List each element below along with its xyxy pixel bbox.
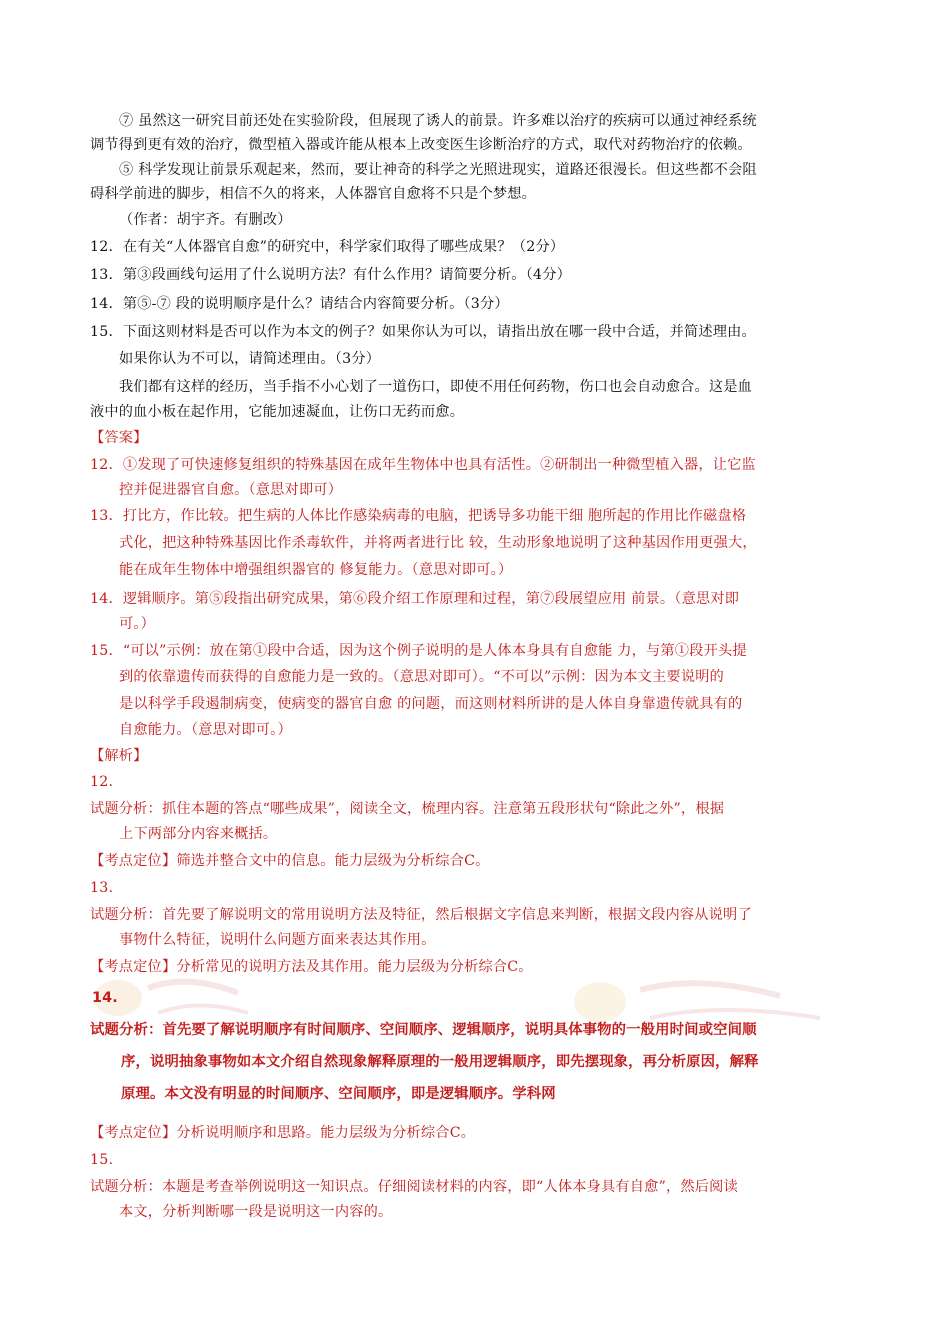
analysis-13-key-point: 【考点定位】分析常见的说明方法及其作用。能力层级为分析综合C。 bbox=[90, 959, 533, 975]
article-paragraph-7-line-1: ⑦ 虽然这一研究目前还处在实验阶段，但展现了诱人的前景。许多难以治疗的疾病可以通过神经系统 bbox=[119, 113, 757, 129]
question-13: 13．第③段画线句运用了什么说明方法？有什么作用？请简要分析。（4分） bbox=[90, 267, 571, 283]
article-paragraph-7-line-2: 调节得到更有效的治疗，微型植入器或许能从根本上改变医生诊断治疗的方式，取代对药物治疗的依赖。 bbox=[90, 137, 752, 153]
material-line-1: 我们都有这样的经历，当手指不小心划了一道伤口，即使不用任何药物，伤口也会自动愈合。这是血 bbox=[119, 379, 753, 395]
article-author: （作者：胡宇齐。有删改） bbox=[119, 212, 292, 228]
answer-12-line-2: 控并促进器官自愈。（意思对即可） bbox=[119, 482, 343, 498]
analysis-14-line-3: 原理。本文没有明显的时间顺序、空间顺序，即是逻辑顺序。学科网 bbox=[121, 1086, 556, 1102]
analysis-14-line-1: 试题分析：首先要了解说明顺序有时间顺序、空间顺序、逻辑顺序，说明具体事物的一般用时间或空间顺 bbox=[90, 1022, 757, 1038]
article-paragraph-8-line-2: 碍科学前进的脚步，相信不久的将来，人体器官自愈将不只是个梦想。 bbox=[90, 186, 537, 202]
analysis-12-key-point: 【考点定位】筛选并整合文中的信息。能力层级为分析综合C。 bbox=[90, 853, 490, 869]
answer-13-line-3: 能在成年生物体中增强组织器官的 修复能力。（意思对即可。） bbox=[119, 562, 513, 578]
answer-13-line-2: 式化，把这种特殊基因比作杀毒软件，并将两者进行比 较，生动形象地说明了这种基因作用更强大， bbox=[119, 535, 757, 551]
material-line-2: 液中的血小板在起作用，它能加速凝血，让伤口无药而愈。 bbox=[90, 404, 465, 420]
answer-13-line-1: 13．打比方，作比较。把生病的人体比作感染病毒的电脑，把诱导多功能干细 胞所起的作用比作磁盘格 bbox=[90, 508, 747, 524]
answer-15-line-2: 到的依靠遗传而获得的自愈能力是一致的。（意思对即可）。“不可以”示例：因为本文主要说明的 bbox=[119, 669, 724, 685]
analysis-13-line-2: 事物什么特征，说明什么问题方面来表达其作用。 bbox=[119, 932, 436, 948]
analysis-12-line-1: 试题分析：抓住本题的答点“哪些成果”，阅读全文，梳理内容。注意第五段形状句“除此之外”，根据 bbox=[90, 801, 725, 817]
analysis-15-line-2: 本文，分析判断哪一段是说明这一内容的。 bbox=[119, 1204, 393, 1220]
answer-14-line-2: 可。） bbox=[119, 616, 156, 632]
question-12: 12．在有关“人体器官自愈”的研究中，科学家们取得了哪些成果？（2分） bbox=[90, 239, 565, 255]
question-14: 14．第⑤-⑦ 段的说明顺序是什么？请结合内容简要分析。（3分） bbox=[90, 296, 509, 312]
analysis-14-key-point: 【考点定位】分析说明顺序和思路。能力层级为分析综合C。 bbox=[90, 1125, 476, 1141]
analysis-14-line-2: 序，说明抽象事物如本文介绍自然现象解释原理的一般用逻辑顺序，即先摆现象，再分析原因，解释 bbox=[121, 1054, 759, 1070]
analysis-15-line-1: 试题分析：本题是考查举例说明这一知识点。仔细阅读材料的内容，即“人体本身具有自愈”，然后阅读 bbox=[90, 1179, 738, 1195]
analysis-number-12: 12. bbox=[90, 774, 114, 790]
answer-15-line-1: 15．“可以”示例：放在第①段中合适，因为这个例子说明的是人体本身具有自愈能 力，与第①段开头提 bbox=[90, 643, 747, 659]
article-paragraph-8-line-1: ⑤ 科学发现让前景乐观起来，然而，要让神奇的科学之光照进现实，道路还很漫长。但这些都不会阻 bbox=[119, 162, 757, 178]
analysis-13-line-1: 试题分析：首先要了解说明文的常用说明方法及特征，然后根据文字信息来判断，根据文段内容从说明了 bbox=[90, 907, 752, 923]
answer-15-line-4: 自愈能力。（意思对即可。） bbox=[119, 722, 292, 738]
analysis-header: 【解析】 bbox=[90, 748, 148, 764]
analysis-number-15: 15. bbox=[90, 1152, 114, 1168]
answer-14-line-1: 14．逻辑顺序。第⑤段指出研究成果，第⑥段介绍工作原理和过程，第⑦段展望应用 前景。（意思对即 bbox=[90, 591, 740, 607]
answer-15-line-3: 是以科学手段遏制病变，使病变的器官自愈 的问题，而这则材料所讲的是人体自身靠遗传就具有的 bbox=[119, 696, 743, 712]
question-15-line-1: 15．下面这则材料是否可以作为本文的例子？如果你认为可以，请指出放在哪一段中合适，并简述理由。 bbox=[90, 324, 756, 340]
answer-header: 【答案】 bbox=[90, 430, 148, 446]
analysis-number-13: 13. bbox=[90, 880, 114, 896]
analysis-number-14: 14. bbox=[92, 990, 118, 1006]
analysis-12-line-2: 上下两部分内容来概括。 bbox=[119, 826, 278, 842]
question-15-line-2: 如果你认为不可以，请简述理由。（3分） bbox=[119, 351, 381, 367]
answer-12-line-1: 12．①发现了可快速修复组织的特殊基因在成年生物体中也具有活性。②研制出一种微型植入器，让它监 bbox=[90, 457, 756, 473]
